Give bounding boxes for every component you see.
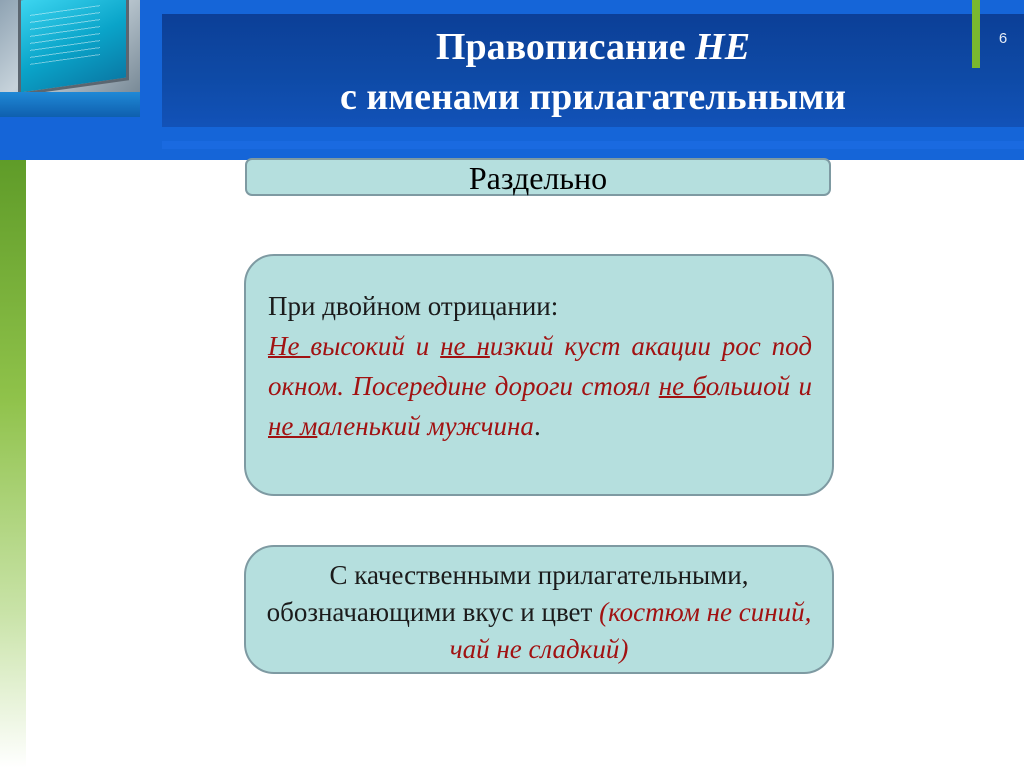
- rule1-heading: При двойном отрицании:: [268, 291, 559, 321]
- computer-monitor-image: [0, 0, 140, 117]
- left-decorative-stripe: [0, 150, 26, 768]
- rule1-example: [268, 326, 812, 446]
- header-divider-line: [162, 141, 1024, 149]
- slide-number: 6: [998, 30, 1008, 47]
- monitor-screen-lines: [30, 5, 100, 65]
- title-line2: с именами прилагательными: [340, 76, 846, 118]
- rule2-content: [260, 557, 818, 668]
- rule-box-double-negation: [244, 254, 834, 496]
- example-underline: Не: [268, 331, 311, 361]
- rule2-text: С качественными прилагательными, обозначающими вкус и цвет: [266, 560, 749, 627]
- example-period: .: [533, 411, 541, 441]
- example-underline: не б: [658, 371, 706, 401]
- example-text: высокий и: [310, 331, 441, 361]
- example-text: аленький мужчина: [317, 411, 534, 441]
- example-underline: не н: [440, 331, 490, 361]
- title-highlight: НЕ: [695, 26, 751, 68]
- example-text: изкий куст акации рос под окном. Посередине дороги стоял: [268, 331, 812, 401]
- slide-title: [162, 22, 1024, 122]
- example-underline: не м: [268, 411, 318, 441]
- example-text: ольшой и: [705, 371, 812, 401]
- rule-box-taste-color: [244, 545, 834, 674]
- monitor-base: [0, 92, 140, 117]
- rule1-content: [268, 286, 812, 446]
- section-label: Раздельно: [245, 158, 831, 196]
- title-prefix: Правописание: [435, 26, 696, 68]
- rule2-example: (костюм не синий, чай не сладкий): [449, 597, 812, 664]
